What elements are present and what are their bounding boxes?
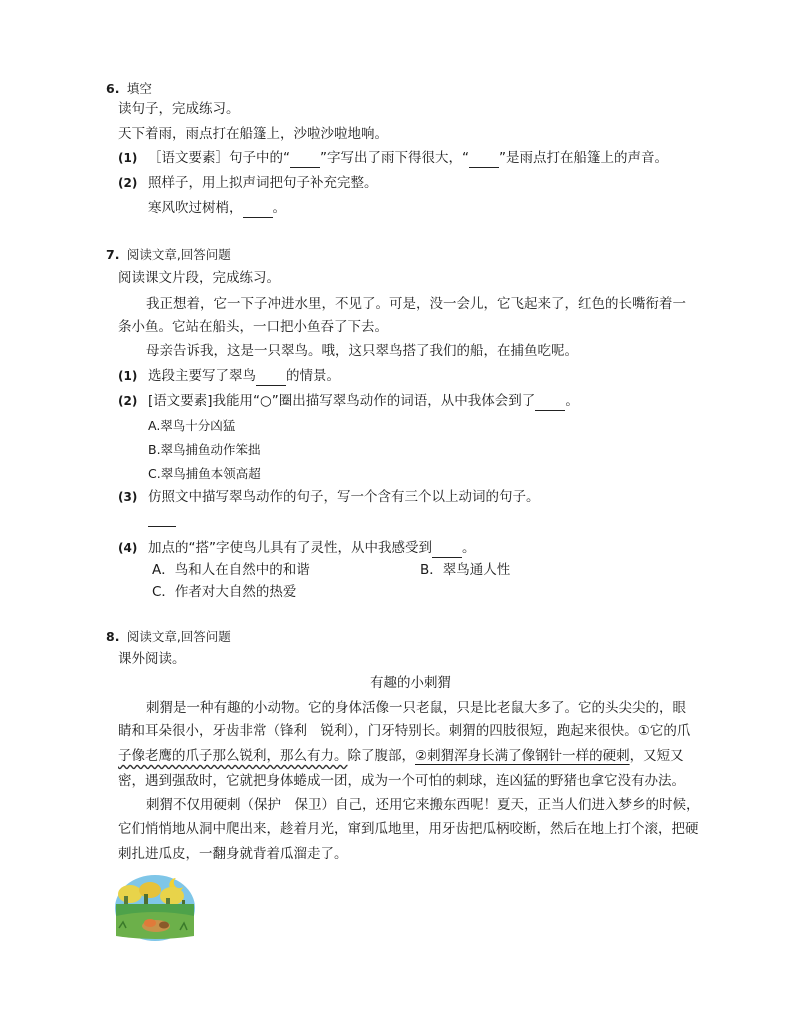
q6-sub1-number: (1) — [118, 151, 138, 165]
q7-sub4-option-c[interactable]: C．作者对大自然的热爱 — [152, 584, 297, 600]
q6-sub2-example-b: 。 — [272, 200, 286, 216]
q8-p1-line3 — [118, 746, 684, 766]
q6-sub2-example — [148, 198, 286, 218]
q8-underlined-sentence-1: 子像老鹰的爪子那么锐利，那么有力。 — [118, 748, 348, 764]
q8-heading — [106, 627, 231, 645]
q6-sub1-text-a: ［语文要素］句子中的“ — [148, 150, 290, 166]
q7-para2: 母亲告诉我，这是一只翠鸟。哦，这只翠鸟搭了我们的船，在捕鱼吃呢。 — [146, 343, 578, 359]
q7-para1-line2: 条小鱼。它站在船头，一口把小鱼吞了下去。 — [118, 319, 388, 335]
q7-sub4-text-a: 加点的“搭”字使鸟儿具有了灵性，从中我感受到 — [148, 540, 432, 556]
q7-para1-line1: 我正想着，它一下子冲进水里，不见了。可是，没一会儿，它飞起来了，红色的长嘴衔着一 — [146, 296, 686, 312]
q7-sub1-text-b: 的情景。 — [286, 368, 340, 384]
answer-blank[interactable] — [469, 153, 499, 168]
q8-passage-title: 有趣的小刺猬 — [370, 675, 451, 691]
q8-p1-line1: 刺猬是一种有趣的小动物。它的身体活像一只老鼠，只是比老鼠大多了。它的头尖尖的，眼 — [146, 700, 686, 716]
q8-p1-line3-mid: 除了腹部， — [347, 748, 415, 764]
q7-instruction: 阅读课文片段，完成练习。 — [118, 270, 280, 286]
q7-type: 阅读文章,回答问题 — [126, 247, 231, 262]
q7-sub4-text-b: 。 — [462, 540, 476, 556]
q6-sub2-example-a: 寒风吹过树梢， — [148, 200, 243, 216]
q7-sub2-option-c[interactable]: C.翠鸟捕鱼本领高超 — [148, 466, 261, 481]
q6-sub2-number: (2) — [118, 176, 138, 190]
q8-instruction: 课外阅读。 — [118, 651, 186, 667]
q7-sub3-number: (3) — [118, 490, 138, 504]
q8-number: 8. — [106, 629, 120, 644]
q6-sub2-text: 照样子，用上拟声词把句子补充完整。 — [148, 175, 378, 191]
q7-sub4-option-b[interactable]: B．翠鸟通人性 — [420, 562, 511, 578]
q7-sub2-option-a[interactable]: A.翠鸟十分凶猛 — [148, 418, 236, 433]
q8-p2-line1: 刺猬不仅用硬刺（保护 保卫）自己，还用它来搬东西呢！夏天，正当人们进入梦乡的时候， — [146, 797, 700, 813]
answer-line[interactable] — [148, 512, 176, 527]
q8-p2-line3: 刺扎进瓜皮，一翻身就背着瓜溜走了。 — [118, 846, 348, 862]
q7-sub1 — [148, 366, 340, 386]
q7-sub1-text-a: 选段主要写了翠鸟 — [148, 368, 256, 384]
q7-sub4-number: (4) — [118, 541, 138, 555]
q8-p1-line2: 睛和耳朵很小，牙齿非常（锋利 锐利），门牙特别长。刺猬的四肢很短，跑起来很快。①它的爪 — [118, 723, 691, 739]
q7-sub2 — [148, 391, 579, 411]
q6-sub1-text-c: ”是雨点打在船篷上的声音。 — [499, 150, 668, 166]
answer-blank[interactable] — [535, 396, 565, 411]
q6-type: 填空 — [126, 81, 152, 96]
q6-sub1 — [148, 148, 668, 168]
q8-p2-line2: 它们悄悄地从洞中爬出来，趁着月光，窜到瓜地里，用牙齿把瓜柄咬断，然后在地上打个滚，把硬 — [118, 821, 699, 837]
q7-sub2-text-a: [语文要素]我能用“○”圈出描写翠鸟动作的词语，从中我体会到了 — [148, 393, 536, 409]
hedgehog-illustration — [114, 870, 196, 942]
q8-type: 阅读文章,回答问题 — [126, 629, 231, 644]
q6-number: 6. — [106, 81, 120, 96]
answer-blank[interactable] — [256, 371, 286, 386]
q8-underlined-sentence-2: ②刺猬浑身长满了像钢针一样的硬刺 — [415, 748, 630, 764]
q6-sub1-text-b: ”字写出了雨下得很大，“ — [320, 150, 469, 166]
q7-sub4-option-a[interactable]: A．鸟和人在自然中的和谐 — [152, 562, 310, 578]
q6-instruction: 读句子，完成练习。 — [118, 101, 240, 117]
q7-sub2-text-b: 。 — [565, 393, 579, 409]
q7-sub4 — [148, 538, 476, 558]
q6-sentence: 天下着雨，雨点打在船篷上，沙啦沙啦地响。 — [118, 126, 388, 142]
answer-blank[interactable] — [432, 543, 462, 558]
q7-sub1-number: (1) — [118, 369, 138, 383]
q7-sub2-number: (2) — [118, 394, 138, 408]
q8-p1-line3-end: ，又短又 — [629, 748, 684, 764]
q7-sub3-text: 仿照文中描写翠鸟动作的句子，写一个含有三个以上动词的句子。 — [148, 489, 540, 505]
answer-blank[interactable] — [290, 153, 320, 168]
q7-number: 7. — [106, 247, 120, 262]
q6-heading — [106, 79, 152, 97]
answer-blank[interactable] — [243, 203, 273, 218]
q7-sub2-option-b[interactable]: B.翠鸟捕鱼动作笨拙 — [148, 442, 261, 457]
q8-p1-line4: 密，遇到强敌时，它就把身体蜷成一团，成为一个可怕的刺球，连凶猛的野猪也拿它没有办法。 — [118, 773, 685, 789]
q7-heading — [106, 245, 231, 263]
